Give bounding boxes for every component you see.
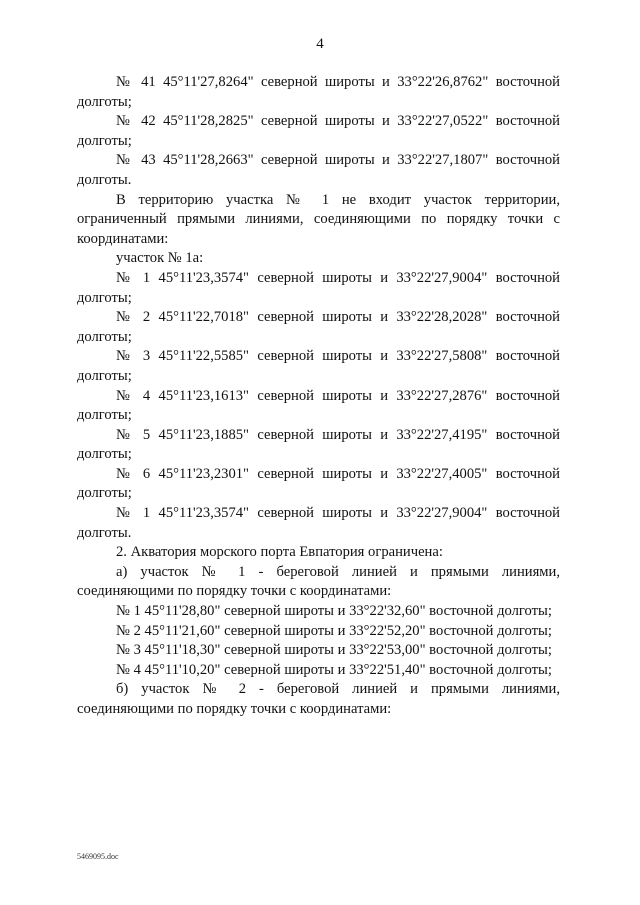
plot-1a-point-3: № 3 45°11'22,5585" северной широты и 33°22'27,5808" восточной долготы;	[77, 348, 560, 384]
document-body	[77, 73, 560, 720]
coordinate-point-41: № 41 45°11'27,8264" северной широты и 33°22'26,8762" восточной долготы;	[77, 74, 560, 110]
exclusion-paragraph: В территорию участка № 1 не входит участок территории, ограниченный прямыми линиями, соединяющими по порядку точки с координатами:	[77, 191, 560, 247]
plot-1a-heading: участок № 1а:	[116, 250, 204, 267]
water-area-plot-1-point-1: № 1 45°11'28,80" северной широты и 33°22'32,60" восточной долготы;	[116, 603, 552, 620]
plot-1a-point-5: № 5 45°11'23,1885" северной широты и 33°22'27,4195" восточной долготы;	[77, 426, 560, 463]
coordinate-point-43: № 43 45°11'28,2663" северной широты и 33°22'27,1807" восточной долготы.	[77, 152, 560, 188]
document-filename: 5469095.doc	[77, 852, 119, 861]
water-area-plot-1-point-4: № 4 45°11'10,20" северной широты и 33°22'51,40" восточной долготы;	[116, 661, 552, 678]
page-number: 4	[316, 36, 324, 52]
water-area-heading: 2. Акватория морского порта Евпатория ограничена:	[116, 544, 443, 561]
plot-1a-point-1: № 1 45°11'23,3574" северной широты и 33°22'27,9004" восточной долготы;	[77, 269, 560, 306]
water-area-plot-1-intro: а) участок № 1 - береговой линией и прямыми линиями, соединяющими по порядку точки с координатами:	[77, 563, 560, 600]
coordinate-point-42: № 42 45°11'28,2825" северной широты и 33°22'27,0522" восточной долготы;	[77, 113, 560, 149]
plot-1a-point-2: № 2 45°11'22,7018" северной широты и 33°22'28,2028" восточной долготы;	[77, 309, 560, 345]
plot-1a-point-4: № 4 45°11'23,1613" северной широты и 33°22'27,2876" восточной долготы;	[77, 387, 560, 424]
water-area-plot-1-point-3: № 3 45°11'18,30" северной широты и 33°22'53,00" восточной долготы;	[116, 642, 552, 659]
water-area-plot-1-point-2: № 2 45°11'21,60" северной широты и 33°22'52,20" восточной долготы;	[116, 622, 552, 639]
plot-1a-point-6: № 6 45°11'23,2301" северной широты и 33°22'27,4005" восточной долготы;	[77, 465, 560, 502]
plot-1a-point-1-closing: № 1 45°11'23,3574" северной широты и 33°22'27,9004" восточной долготы.	[77, 505, 560, 541]
water-area-plot-2-intro: б) участок № 2 - береговой линией и прямыми линиями, соединяющими по порядку точки с координатами:	[77, 681, 560, 717]
